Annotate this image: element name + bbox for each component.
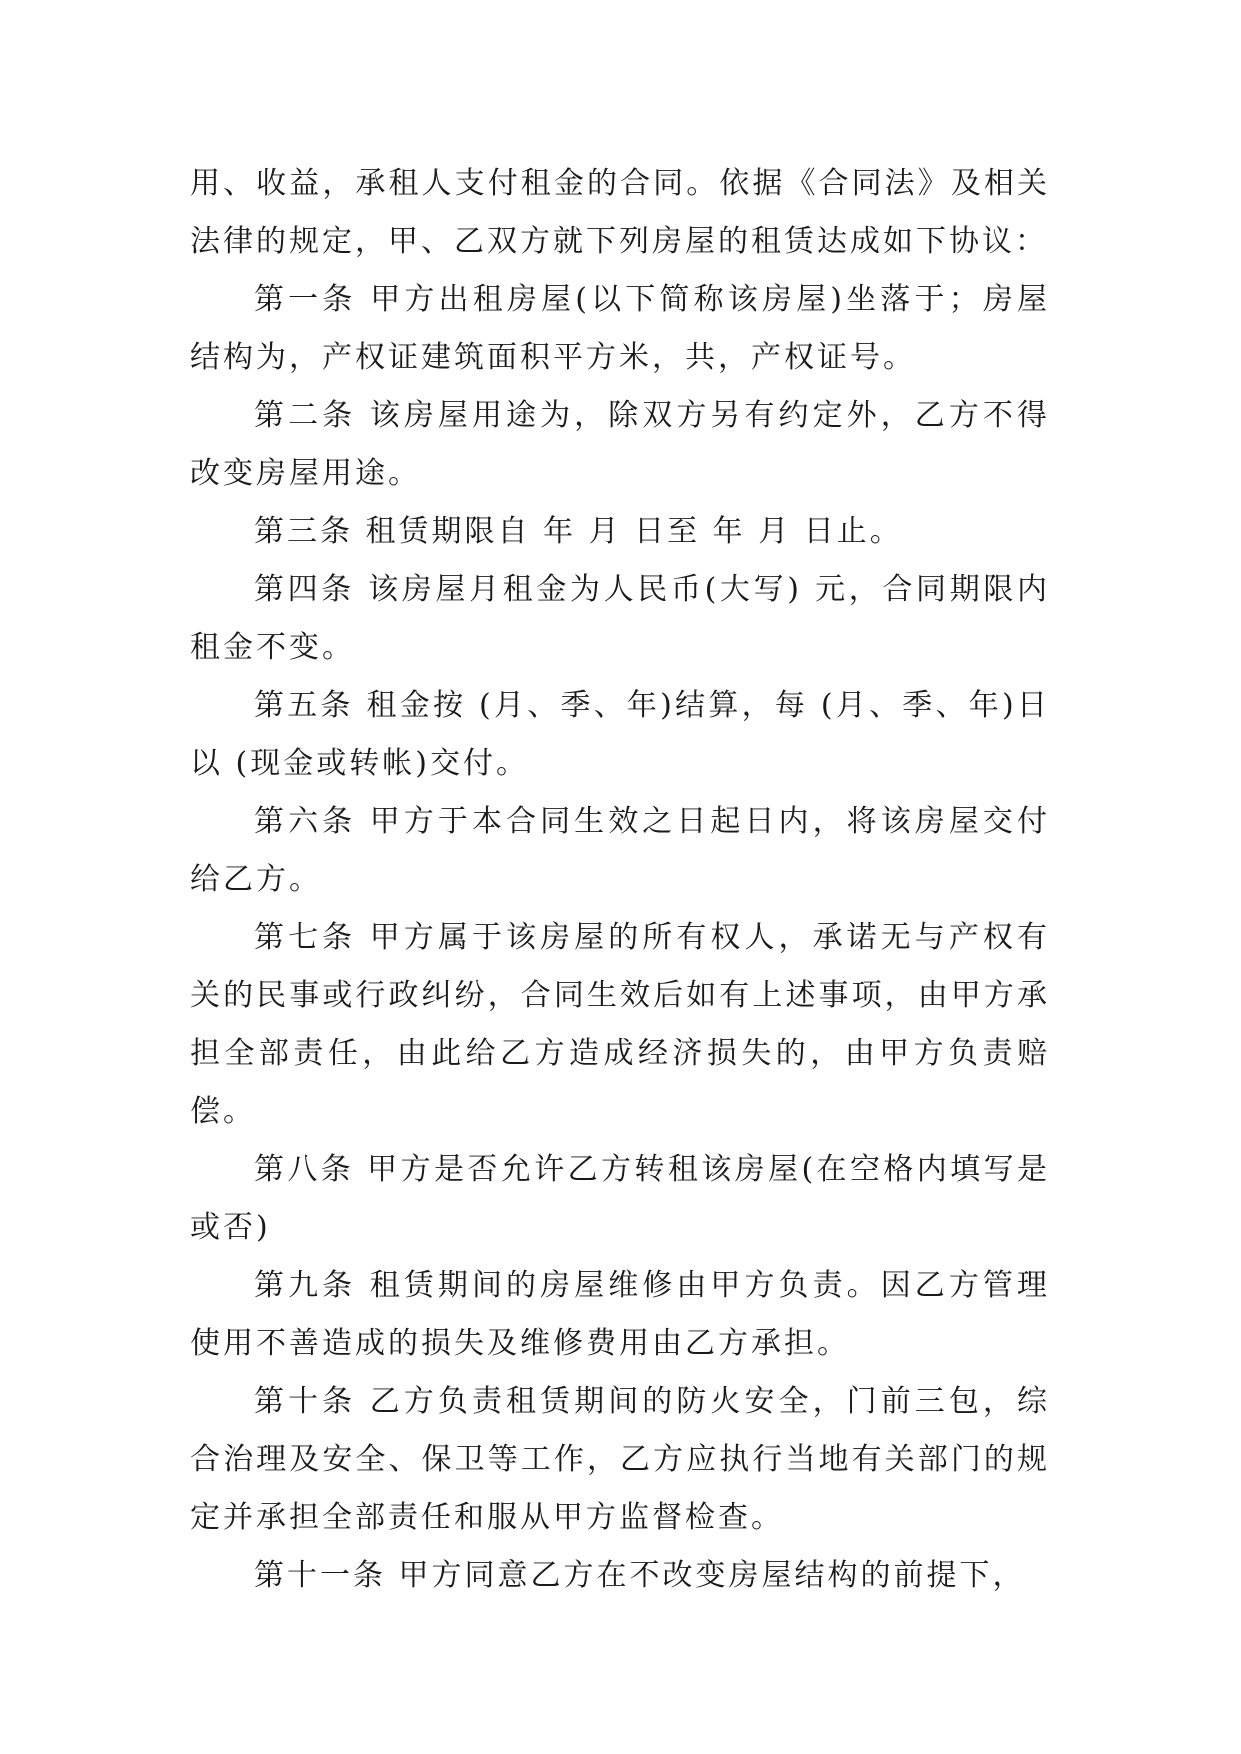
article-6: 第六条 甲方于本合同生效之日起日内，将该房屋交付给乙方。 xyxy=(190,804,1050,897)
contract-body xyxy=(190,155,1050,1605)
article-1: 第一条 甲方出租房屋(以下简称该房屋)坐落于；房屋结构为，产权证建筑面积平方米，共，产权证号。 xyxy=(190,282,1050,375)
article-3: 第三条 租赁期限自 年 月 日至 年 月 日止。 xyxy=(254,514,903,549)
article-10: 第十条 乙方负责租赁期间的防火安全，门前三包，综合治理及安全、保卫等工作，乙方应执行当地有关部门的规定并承担全部责任和服从甲方监督检查。 xyxy=(190,1384,1050,1535)
paragraph-intro-continuation: 用、收益，承租人支付租金的合同。依据《合同法》及相关法律的规定，甲、乙双方就下列房屋的租赁达成如下协议： xyxy=(190,166,1050,259)
article-5: 第五条 租金按 (月、季、年)结算，每 (月、季、年)日以 (现金或转帐)交付。 xyxy=(190,688,1050,781)
article-11: 第十一条 甲方同意乙方在不改变房屋结构的前提下， xyxy=(254,1558,1026,1593)
article-4: 第四条 该房屋月租金为人民币(大写) 元，合同期限内租金不变。 xyxy=(190,572,1050,665)
article-2: 第二条 该房屋用途为，除双方另有约定外，乙方不得改变房屋用途。 xyxy=(190,398,1050,491)
article-8: 第八条 甲方是否允许乙方转租该房屋(在空格内填写是或否) xyxy=(190,1152,1050,1245)
article-7: 第七条 甲方属于该房屋的所有权人，承诺无与产权有关的民事或行政纠纷，合同生效后如有上述事项，由甲方承担全部责任，由此给乙方造成经济损失的，由甲方负责赔偿。 xyxy=(190,920,1050,1129)
article-9: 第九条 租赁期间的房屋维修由甲方负责。因乙方管理使用不善造成的损失及维修费用由乙方承担。 xyxy=(190,1268,1050,1361)
